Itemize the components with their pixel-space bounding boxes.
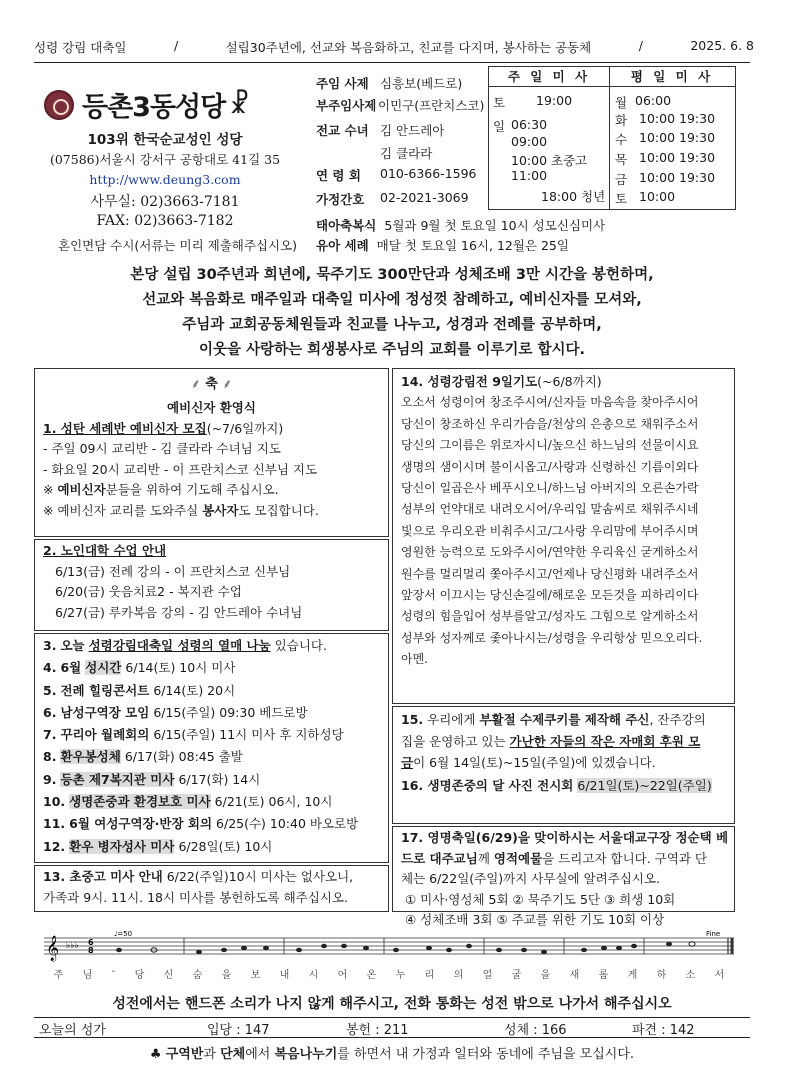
weekday-day: 수 [615,132,628,147]
weekday-day: 화 [615,113,628,128]
cookie-num: 15. [401,712,424,727]
top-separator-2: / [638,38,643,53]
feast-name: 성령 강림 대축일 [34,40,127,55]
cookie-line [401,731,726,753]
celebration-text: 축 [205,377,218,392]
events-content [35,634,388,858]
church-subtitle: 103위 한국순교성인 성당 [87,132,243,148]
event-tail: 6/25(수) 10:40 바오로방 [216,816,359,832]
class-line: - 주일 09시 교리반 - 김 클라라 수녀님 지도 [43,441,281,456]
note-mark: ※ [43,482,58,497]
footer-bold: 구역반 [165,1047,204,1062]
events-box [34,633,389,863]
extra-label: 유아 세례 [316,238,369,253]
staff-name: 김 클라라 [380,146,433,161]
lyric-syllable: 게 [627,970,638,981]
senior-line: 6/20(금) 웃음치료2 - 복지관 수업 [55,584,242,599]
staff-role: 가정간호 [316,192,365,207]
laurel-left-icon: ⸙ [190,377,201,392]
sunday-time: 09:00 [511,134,548,149]
event-num: 12. [43,838,66,854]
footer-bold: 단체 [220,1047,246,1062]
event-num: 9. [43,771,57,787]
novena-line: 빛으로 우리오관 비춰주시고/그사랑 우리맘에 부어주시며 [401,523,699,538]
footer-text: 과 [203,1047,221,1062]
feast-content [393,827,734,931]
bulletin-date: 2025. 6. 8 [690,38,754,53]
weekday-day: 월 [615,95,628,110]
novena-line: 성부와 성자께로 좇아나시는/성령을 우리항상 믿으오리다. [401,630,703,645]
event-head: 6월 [60,660,82,676]
staff-name: 02-2021-3069 [380,190,469,205]
youth-mass-heading [43,867,380,888]
communion-hymn: 성체 : 166 [504,1023,567,1038]
sunday-time: 06:30 [511,117,548,132]
event-item [43,746,380,768]
event-tail: 6/15(주일) 11시 미사 후 지하성당 [153,727,344,743]
parish-vision [34,263,750,363]
feast-box [392,826,735,927]
event-item [43,635,380,657]
novena-line: 원수를 멀리멀리 쫓아주시고/언제나 당신평화 내려주소서 [401,566,699,581]
welcome-title: 예비신자 환영식 [167,400,256,415]
footer-bold: 복음나누기 [274,1047,338,1062]
office-phone: 사무실: 02)3663-7181 [90,194,240,210]
entrance-hymn: 입당 : 147 [207,1023,270,1038]
senior-line: 6/27(금) 루카복음 강의 - 김 안드레아 수녀님 [55,604,303,620]
extra-label: 태아축복식 [316,218,377,233]
recruit-period: (~7/6일까지) [206,420,284,436]
novena-period: (~6/8까지) [537,374,602,389]
blessing-info [316,216,605,234]
event-bold: 성시간 [85,660,122,676]
novena-line: 당신의 그이름은 위로자시니/높으신 하느님의 선물이시요 [401,438,699,453]
mass-schedule-table [488,66,736,210]
youth-mass-box [34,865,389,912]
weekday-time: 10:00 19:30 [639,130,716,145]
senior-title: 2. 노인대학 수업 안내 [43,543,167,558]
sunday-label: 일 [493,119,506,134]
feast-line: ④ 성체조배 3회 ⑤ 주교를 위한 기도 10회 이상 [405,912,665,927]
event-num: 8. [43,749,57,765]
svg-text:6: 6 [88,938,94,947]
staff-name: 김 안드레아 [380,123,445,138]
event-item [43,680,380,702]
lyric-syllable: 하 [656,970,667,981]
staff-role: 주임 사제 [316,76,369,91]
event-bold: 성령강림대축일 성령의 열매 나눔 [88,638,271,653]
parish-motto: 설립30주년에, 선교와 복음화하고, 친교를 다지며, 봉사하는 공동체 [225,40,592,55]
event-num: 11. [43,816,66,832]
lyric-syllable: 온 [366,970,377,981]
catechumen-box [34,368,389,537]
church-header [44,85,250,124]
lyric-syllable: 숨 [192,970,203,981]
weekday-day: 목 [615,152,628,167]
weekday-time: 10:00 19:30 [639,170,716,185]
cookie-line [401,709,726,731]
youth-mass-title: 13. 초중고 미사 안내 [43,869,163,884]
lyric-syllable: 리 [424,970,435,981]
note-text: ※ 예비신자 교리를 도와주실 [43,502,203,518]
cookie-bold: 금 [401,755,414,770]
lyric-syllable: 굴 [511,970,522,981]
event-head: 등촌 제7복지관 미사 [60,771,175,787]
staff-role: 전교 수녀 [316,123,369,138]
hymns-label: 오늘의 성가 [39,1023,106,1038]
extra-value: 5월과 9월 첫 토요일 10시 성모신심미사 [384,218,606,233]
extra-value: 매달 첫 토요일 16시, 12월은 25일 [376,238,569,253]
table-divider [609,67,610,209]
vision-line: 본당 설립 30주년과 희년에, 묵주기도 300만단과 성체조배 3만 시간을 봉헌하며, [130,267,654,283]
event-tail: 6/15(주일) 09:30 베드로방 [153,704,308,720]
lyric-syllable: 당 [134,970,145,981]
novena-line: 오소서 성령이여 창조주시여/신자들 마음속을 찾아주시어 [401,395,699,410]
event-tail: 6/14(토) 10시 미사 [125,660,236,676]
weekday-time: 10:00 19:30 [639,150,716,165]
event-num: 5. [43,682,57,698]
weekday-time: 06:00 [635,93,672,108]
sunday-mass-header: 주 일 미 사 [489,67,609,87]
photo-line [401,775,726,797]
church-seal-icon [44,90,74,120]
note-text: 도 모집합니다. [238,502,319,518]
event-tail: 6/17(화) 14시 [178,771,261,787]
lyric-syllable: 롭 [598,970,609,981]
lyric-syllable: 내 [279,970,290,981]
top-rule [34,62,750,63]
staff-role: 부주임사제 [316,98,377,113]
lyric-syllable: 시 [308,970,319,981]
cookie-text: 우리에게 [427,712,476,727]
lyric-syllable: 얼 [482,970,493,981]
offertory-hymn: 봉헌 : 211 [346,1023,409,1038]
note-bold: 예비신자 [57,482,106,497]
senior-line: 6/13(금) 전례 강의 - 이 프란치스코 신부님 [55,563,291,579]
club-icon: ♣ [149,1047,162,1062]
saturday-time: 19:00 [536,93,573,108]
footer-text: 에서 [245,1047,275,1062]
novena-line: 앞장서 이끄시는 당신손길에/해로운 모든것을 피하리이다 [401,588,699,603]
event-tail: 6/17(화) 08:45 출발 [124,749,243,765]
lyric-syllable: 서 [714,970,725,981]
cookie-text: 집을 운영하고 있는 [401,733,506,749]
feast-bold: 서울대교구장 정순택 베 [598,830,729,845]
sunday-time: 11:00 [511,168,548,183]
novena-line: 당신이 일곱은사 베푸시오니/하느님 아버지의 오른손가락 [401,481,699,496]
footer-text: 를 하면서 내 가정과 일터와 동네에 주님을 모십시다. [337,1047,635,1062]
cookie-bold: 부활절 수제쿠키를 제작해 주신 [479,712,650,727]
lyric-syllable: 주 [53,970,64,981]
event-item [43,702,380,724]
lyric-syllable: 새 [569,970,580,981]
feast-line [401,849,726,870]
lyric-syllable: 신 [163,970,174,981]
laurel-right-icon: ⸙ [222,377,233,392]
novena-box [392,368,735,704]
event-head: 오늘 [60,638,85,653]
marriage-consult: 혼인면담 수시(서류는 미리 제출해주십시오) [58,238,298,253]
recruit-heading [43,419,380,440]
saturday-label: 토 [493,95,506,110]
novena-line: 성령의 힘을입어 성부를알고/성자도 그힘으로 알게하소서 [401,609,699,624]
novena-content [393,369,734,671]
cookie-text: 이 6월 14일(토)~15일(주일)에 있겠습니다. [413,755,656,770]
lyric-syllable: 님 [82,970,93,981]
novena-heading [401,371,726,392]
recruit-title: 1. 성탄 세례반 예비신자 모집 [43,420,207,436]
lyric-syllable: 누 [395,970,406,981]
event-head: 전례 힐링콘서트 [60,682,150,698]
cookie-bold: 가난한 자들의 작은 자매회 후원 모 [509,733,701,749]
weekday-mass-header: 평 일 미 사 [609,67,735,87]
novena-line: 아멘. [401,652,428,667]
office-fax: FAX: 02)3663-7182 [96,213,234,229]
event-tail: 6/28일(토) 10시 [178,838,273,854]
feast-text: 을 드리고자 합니다. 구역과 단 [542,850,707,866]
event-num: 7. [43,727,57,743]
feast-line: ① 미사·영성체 5회 ② 묵주기도 5단 ③ 희생 10회 [405,891,676,907]
youth-mass-text: 6/22(주일)10시 미사는 없사오니, [166,869,354,884]
vision-line: 주님과 교회공동체원들과 친교를 나누고, 성경과 전례를 공부하며, [182,317,602,333]
fine-mark: Fine [706,930,721,938]
event-head: 6월 여성구역장·반장 회의 [69,816,213,832]
phone-notice: 성전에서는 핸드폰 소리가 나지 않게 해주시고, 전화 통화는 성전 밖으로 나가서 해주십시오 [112,996,672,1012]
staff-name: 심흥보(베드로) [380,76,463,91]
event-item [43,813,380,835]
event-head: 꾸리아 월례회의 [60,727,150,743]
class-line: - 화요일 20시 교리반 - 이 프란치스코 신부님 지도 [43,461,318,477]
weekday-day: 토 [615,191,628,206]
senior-college-box [34,539,389,631]
weekday-time: 10:00 19:30 [639,111,716,126]
feast-text: 께 [477,850,490,866]
photo-period: 6/21일(토)~22일(주일) [577,777,712,793]
infant-baptism-info [316,236,569,254]
novena-line: 성부의 언약대로 내려오시어/우리입 말솜씨로 채워주시네 [401,502,699,517]
staff-name: 이민구(프란치스코) [378,98,485,113]
sunday-time: 18:00 청년 [541,189,606,204]
lyric-syllable: 의 [453,970,464,981]
event-item [43,657,380,679]
event-num: 3. [43,638,57,653]
weekday-day: 금 [615,172,628,187]
church-website-link[interactable]: http://www.deung3.com [89,172,241,187]
lyric-syllable: 을 [221,970,232,981]
lyric-syllable: 어 [337,970,348,981]
tempo-mark: ♩=50 [114,930,133,938]
cookie-photo-box [392,706,735,824]
prayer-note [43,480,380,501]
top-separator: / [173,38,179,53]
lyric-syllable: 을 [540,970,551,981]
church-name: 등촌3동성당 [82,92,226,123]
event-tail: 6/14(토) 20시 [153,682,236,698]
staff-name: 010-6366-1596 [380,166,477,181]
feast-title: 17. 영명축일(6/29)을 맞이하시는 [401,830,595,845]
event-head: 환우 병자성사 미사 [69,838,175,854]
event-head: 남성구역장 모임 [60,704,150,720]
catechumen-content [35,398,388,521]
youth-mass-line: 가족과 9시. 11시. 18시 미사를 봉헌하도록 해주십시오. [43,889,348,905]
hymn-lyrics [44,966,734,981]
vision-line: 선교와 복음화로 매주일과 대축일 미사에 정성껏 참례하고, 예비신자를 모셔와, [142,292,642,308]
novena-line: 영원한 능력으로 도와주시어/연약한 우리육신 굳게하소서 [401,545,699,560]
photo-title: 16. 생명존중의 달 사진 전시회 [401,777,574,793]
note-bold: 봉사자 [202,502,239,518]
recessional-hymn: 파견 : 142 [632,1023,695,1038]
event-head: 생명존중과 환경보호 미사 [69,794,211,810]
novena-line: 생명의 샘이시며 불이시옵고/사랑과 신령하신 기름이외다 [401,459,699,474]
cookie-text: , 잔주강의 [649,712,706,727]
event-tail: 6/21(토) 06시, 10시 [214,794,333,810]
event-num: 4. [43,660,57,676]
event-item [43,724,380,746]
event-num: 10. [43,794,66,810]
lyric-syllable: 보 [250,970,261,981]
event-item [43,836,380,858]
feast-line [401,828,729,849]
lyric-syllable: - [111,966,116,977]
event-num: 6. [43,704,57,720]
volunteer-note [43,501,380,522]
feast-line: 체는 6/22일(주일)까지 사무실에 알려주십시오. [401,871,660,886]
weekday-time: 10:00 [639,189,676,204]
senior-content [35,540,388,623]
celebration-mark [35,373,388,392]
svg-text:8: 8 [88,946,94,955]
note-text: 분들을 위하여 기도해 주십시오. [105,482,279,497]
feast-bold: 드로 대주교님 [401,850,478,866]
sunday-time: 10:00 초중고 [511,153,588,168]
staff-role: 연 령 회 [316,168,361,183]
event-item [43,769,380,791]
church-address: (07586)서울시 강서구 공항대로 41길 35 [49,152,281,167]
chi-rho-icon: ☧ [229,89,250,120]
vision-line: 이웃을 사랑하는 희생봉사로 주님의 교회를 이루기로 합시다. [199,342,585,358]
novena-line: 당신이 창조하신 우리가슴을/천상의 은총으로 채워주소서 [401,416,699,431]
cookie-line [401,752,726,774]
footer-message [34,1043,750,1062]
novena-title: 14. 성령강림전 9일기도 [401,374,538,389]
treble-clef-icon: 𝄞 [46,936,60,961]
event-head: 환우봉성체 [60,749,121,765]
todays-hymns [34,1017,750,1038]
note-heads [116,942,695,954]
lyric-syllable: 소 [685,970,696,981]
cookie-content [393,707,734,796]
top-line [34,38,754,56]
event-tail: 있습니다. [274,638,327,653]
feast-bold: 영적예물 [493,850,543,866]
event-item [43,791,380,813]
youth-mass-content [35,866,388,908]
svg-text:♭♭♭: ♭♭♭ [66,941,79,951]
